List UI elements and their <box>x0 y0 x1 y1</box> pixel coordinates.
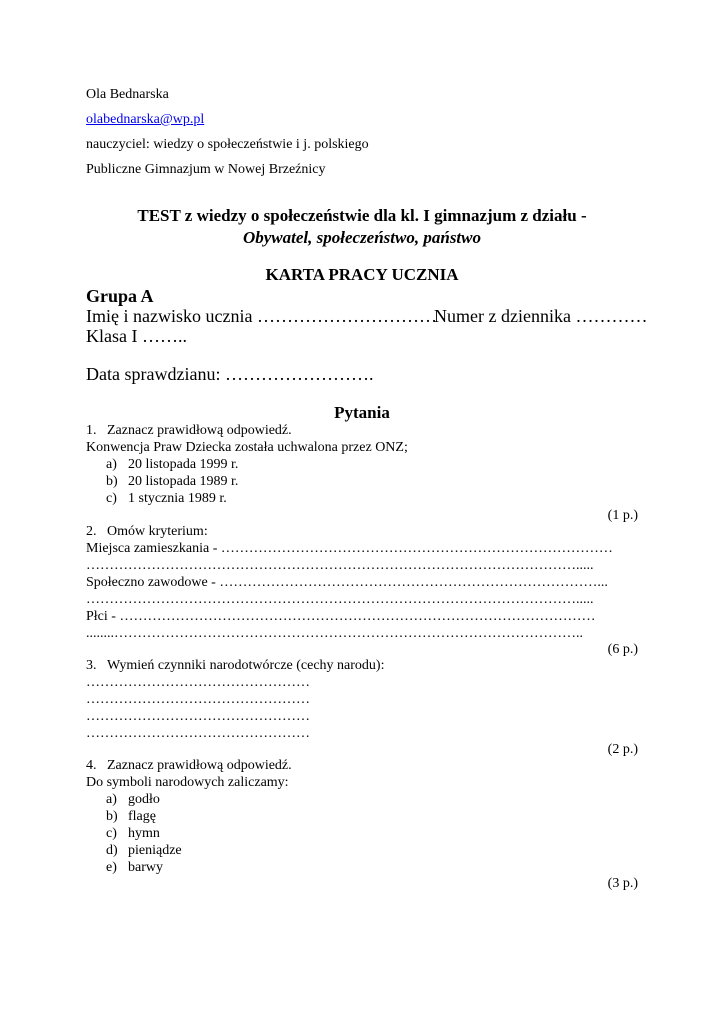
question-2-text: Omów kryterium: <box>107 524 208 539</box>
question-1-stem: Konwencja Praw Dziecka została uchwalona przez ONZ; <box>86 440 408 455</box>
question-4-number: 4. <box>86 758 97 773</box>
questions-heading: Pytania <box>334 403 390 422</box>
question-4-points: (3 p.) <box>607 876 638 891</box>
question-1-number: 1. <box>86 423 97 438</box>
question-1-text: Zaznacz prawidłową odpowiedź. <box>107 423 292 438</box>
answer-line: ………………………………………… <box>86 692 310 707</box>
answer-line: Miejsca zamieszkania - ………………………………………………………………………… <box>86 541 613 556</box>
answer-line: ………………………………………… <box>86 709 310 724</box>
answer-line: ........……………………………………………………………………………………….. <box>86 626 583 641</box>
group-label: Grupa A <box>86 286 154 306</box>
question-3-number: 3. <box>86 658 97 673</box>
test-title: TEST z wiedzy o społeczeństwie dla kl. I gimnazjum z działu - <box>137 206 587 225</box>
question-2-points: (6 p.) <box>607 642 638 657</box>
question-4-option: b) flagę <box>106 809 156 824</box>
answer-line: Płci - ………………………………………………………………………………………… <box>86 609 596 624</box>
question-4-option: d) pieniądze <box>106 843 182 858</box>
question-4-instruction <box>86 758 292 774</box>
question-1-option: a) 20 listopada 1999 r. <box>106 457 239 472</box>
answer-line: ……………………………………………………………………………………………..... <box>86 558 594 573</box>
author-role: nauczyciel: wiedzy o społeczeństwie i j. polskiego <box>86 137 369 152</box>
question-3-text: Wymień czynniki narodotwórcze (cechy narodu): <box>107 658 385 673</box>
question-2-number: 2. <box>86 524 97 539</box>
question-4-text: Zaznacz prawidłową odpowiedź. <box>107 758 292 773</box>
answer-line: ………………………………………… <box>86 675 310 690</box>
author-name: Ola Bednarska <box>86 87 169 102</box>
test-date-field: Data sprawdzianu: ……………………. <box>86 364 374 384</box>
question-1-instruction <box>86 423 292 439</box>
author-school: Publiczne Gimnazjum w Nowej Brzeźnicy <box>86 162 326 177</box>
answer-line: ………………………………………… <box>86 726 310 741</box>
question-4-stem: Do symboli narodowych zaliczamy: <box>86 775 289 790</box>
question-4-option: c) hymn <box>106 826 160 841</box>
student-name-field: Imię i nazwisko ucznia ………………………… <box>86 306 437 326</box>
answer-line: Społeczno zawodowe - ………………………………………………………………………... <box>86 575 608 590</box>
author-email-link[interactable]: olabednarska@wp.pl <box>86 112 205 127</box>
question-1-option: c) 1 stycznia 1989 r. <box>106 491 227 506</box>
question-1-option: b) 20 listopada 1989 r. <box>106 474 239 489</box>
answer-line: ……………………………………………………………………………………………..... <box>86 592 594 607</box>
class-field: Klasa I …….. <box>86 326 187 346</box>
question-3-instruction <box>86 658 384 674</box>
worksheet-heading: KARTA PRACY UCZNIA <box>265 265 459 284</box>
test-subtitle: Obywatel, społeczeństwo, państwo <box>242 228 481 247</box>
question-3-points: (2 p.) <box>607 742 638 757</box>
question-4-option: e) barwy <box>106 860 163 875</box>
question-4-option: a) godło <box>106 792 160 807</box>
question-2-instruction <box>86 524 208 540</box>
question-1-points: (1 p.) <box>607 508 638 523</box>
journal-number-field: Numer z dziennika ………… <box>434 306 648 326</box>
